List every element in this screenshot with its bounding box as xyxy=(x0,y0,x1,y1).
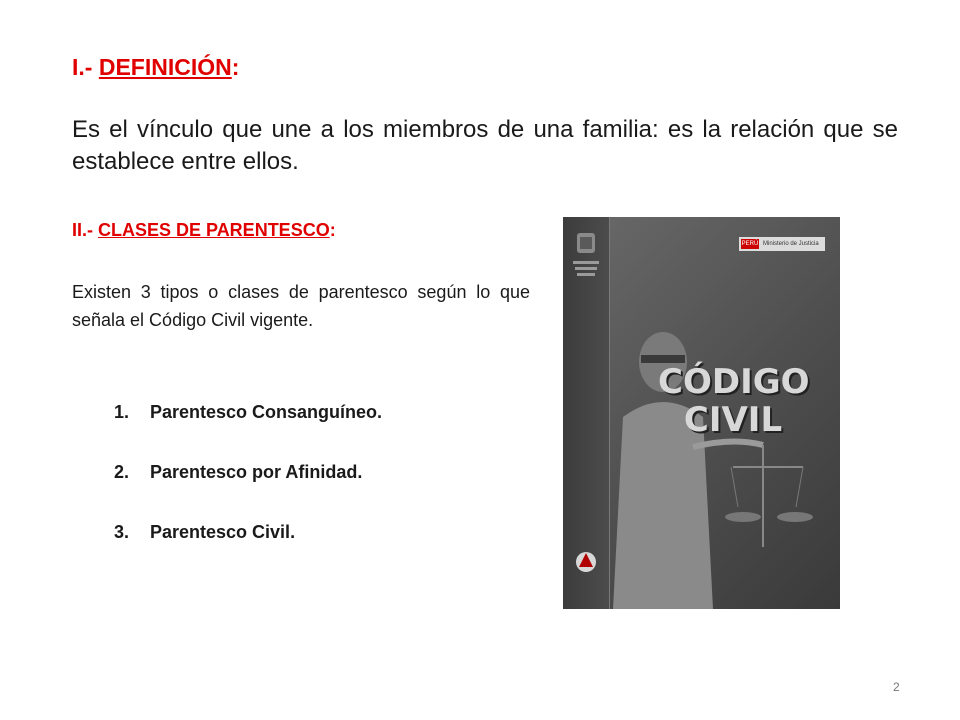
ministry-label: Ministerio de Justicia xyxy=(763,241,819,247)
ministry-logo xyxy=(739,237,825,251)
heading-suffix: : xyxy=(231,54,240,80)
parentesco-list xyxy=(114,398,382,578)
list-item-number: 3. xyxy=(114,522,130,542)
list-item-number: 2. xyxy=(114,462,130,482)
codigo-civil-book-cover xyxy=(563,217,840,609)
heading-prefix: II.- xyxy=(72,220,98,240)
page-number: 2 xyxy=(893,680,900,694)
book-title-line1: CÓDIGO xyxy=(658,362,810,402)
peru-badge: PERÚ xyxy=(741,241,759,247)
list-item-number: 1. xyxy=(114,402,130,422)
section-heading-definicion xyxy=(72,54,239,81)
list-item xyxy=(114,518,382,578)
heading-title: CLASES DE PARENTESCO xyxy=(98,220,330,240)
book-title xyxy=(658,363,808,439)
list-item-text: Parentesco Consanguíneo. xyxy=(150,402,383,422)
list-item-text: Parentesco Civil. xyxy=(150,522,296,542)
list-item xyxy=(114,398,382,458)
definition-paragraph: Es el vínculo que une a los miembros de una familia: es la relación que se establece entre ellos. xyxy=(72,116,898,175)
list-item-text: Parentesco por Afinidad. xyxy=(150,462,363,482)
book-title-line2: CIVIL xyxy=(683,400,783,440)
heading-prefix: I.- xyxy=(72,54,99,80)
list-item xyxy=(114,458,382,518)
heading-title: DEFINICIÓN xyxy=(98,54,232,80)
intro-paragraph: Existen 3 tipos o clases de parentesco según lo que señala el Código Civil vigente. xyxy=(72,282,530,330)
heading-suffix: : xyxy=(329,220,336,240)
section-heading-clases xyxy=(72,220,336,241)
